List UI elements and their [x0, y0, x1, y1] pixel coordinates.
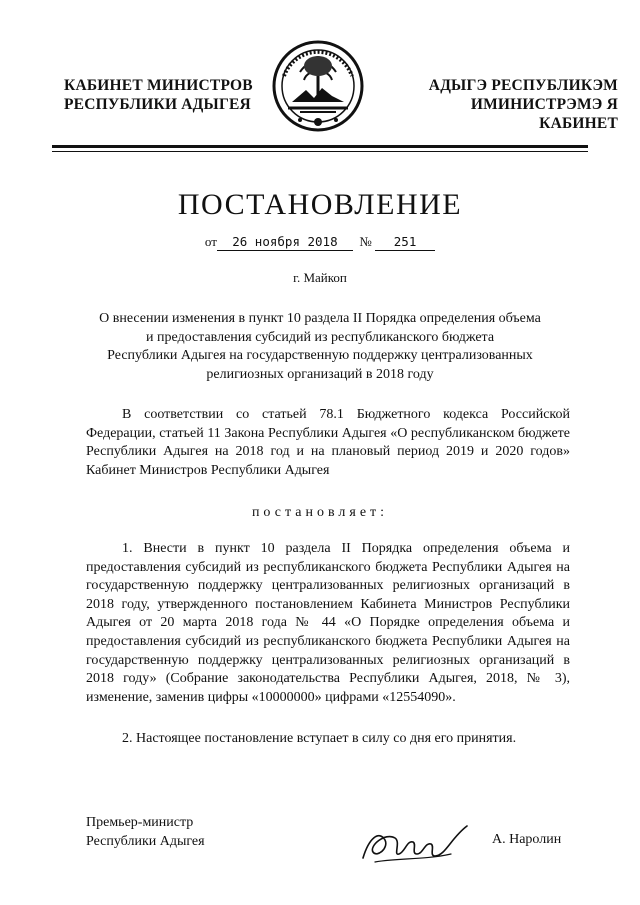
header-left-line-2: РЕСПУБЛИКИ АДЫГЕЯ: [64, 96, 251, 113]
document-date: 26 ноября 2018: [217, 234, 353, 251]
signatory-title: [86, 814, 205, 851]
resolution-item-1: 1. Внести в пункт 10 раздела II Порядка определения объема и предоставления субсидий из республиканского бюджета Республики Адыгея на государственную поддержку централизованных религиозных организаций в 2018 году, утвержденного постановлением Кабинета Министров Республики Адыгея от 20 марта 2018 года № 44 «О Порядке определения объема и предоставления субсидий из республиканского бюджета Республики Адыгея на государственную поддержку централизованных религиозных организаций в 2018 году» (Собрание законодательства Республики Адыгея, 2018, № 3), изменение, заменив цифры «10000000» цифрами «12554090».: [86, 541, 570, 705]
coat-of-arms-icon: [270, 36, 366, 136]
number-prefix: №: [359, 234, 372, 249]
header-right-line-1: АДЫГЭ РЕСПУБЛИКЭМ: [428, 77, 618, 94]
header-left-org-name: [64, 76, 254, 114]
coat-of-arms-emblem: [270, 36, 366, 136]
subject-line-3: Республики Адыгея на государственную поддержку централизованных: [107, 348, 533, 363]
resolution-item-2: 2. Настоящее постановление вступает в силу со дня его принятия.: [122, 731, 517, 746]
document-title: ПОСТАНОВЛЕНИЕ: [177, 188, 463, 221]
signatory-name: А. Наролин: [492, 832, 562, 847]
resolves-heading: постановляет:: [251, 505, 389, 520]
document-number: 251: [375, 234, 435, 251]
header-divider-thin: [52, 151, 588, 152]
header-left-line-1: КАБИНЕТ МИНИСТРОВ: [64, 77, 253, 94]
date-prefix: от: [204, 234, 217, 249]
date-number-line: [0, 234, 640, 251]
preamble-paragraph: [86, 406, 570, 480]
header-divider-thick: [52, 145, 588, 148]
header-right-line-2: ИМИНИСТРЭМЭ Я КАБИНЕТ: [470, 96, 618, 132]
document-subject: [70, 310, 570, 384]
signatory-title-line-2: Республики Адыгея: [86, 833, 205, 849]
signature-icon: [355, 818, 475, 870]
subject-line-4: религиозных организаций в 2018 году: [206, 366, 434, 382]
handwritten-signature: [355, 818, 475, 870]
signatory-title-line-1: Премьер-министр: [86, 815, 194, 830]
subject-line-2: и предоставления субсидий из республиканского бюджета: [145, 329, 495, 345]
document-city: г. Майкоп: [293, 270, 347, 285]
preamble-text: В соответствии со статьей 78.1 Бюджетного кодекса Российской Федерации, статьей 11 Закона Республики Адыгея «О республиканском бюджете Республики Адыгея на 2018 год и на плановый период 2019 и 2020 годов» Кабинет Министров Республики Адыгея: [86, 407, 570, 478]
subject-line-1: О внесении изменения в пункт 10 раздела II Порядка определения объема: [99, 311, 541, 326]
header-right-org-name: [388, 76, 618, 133]
